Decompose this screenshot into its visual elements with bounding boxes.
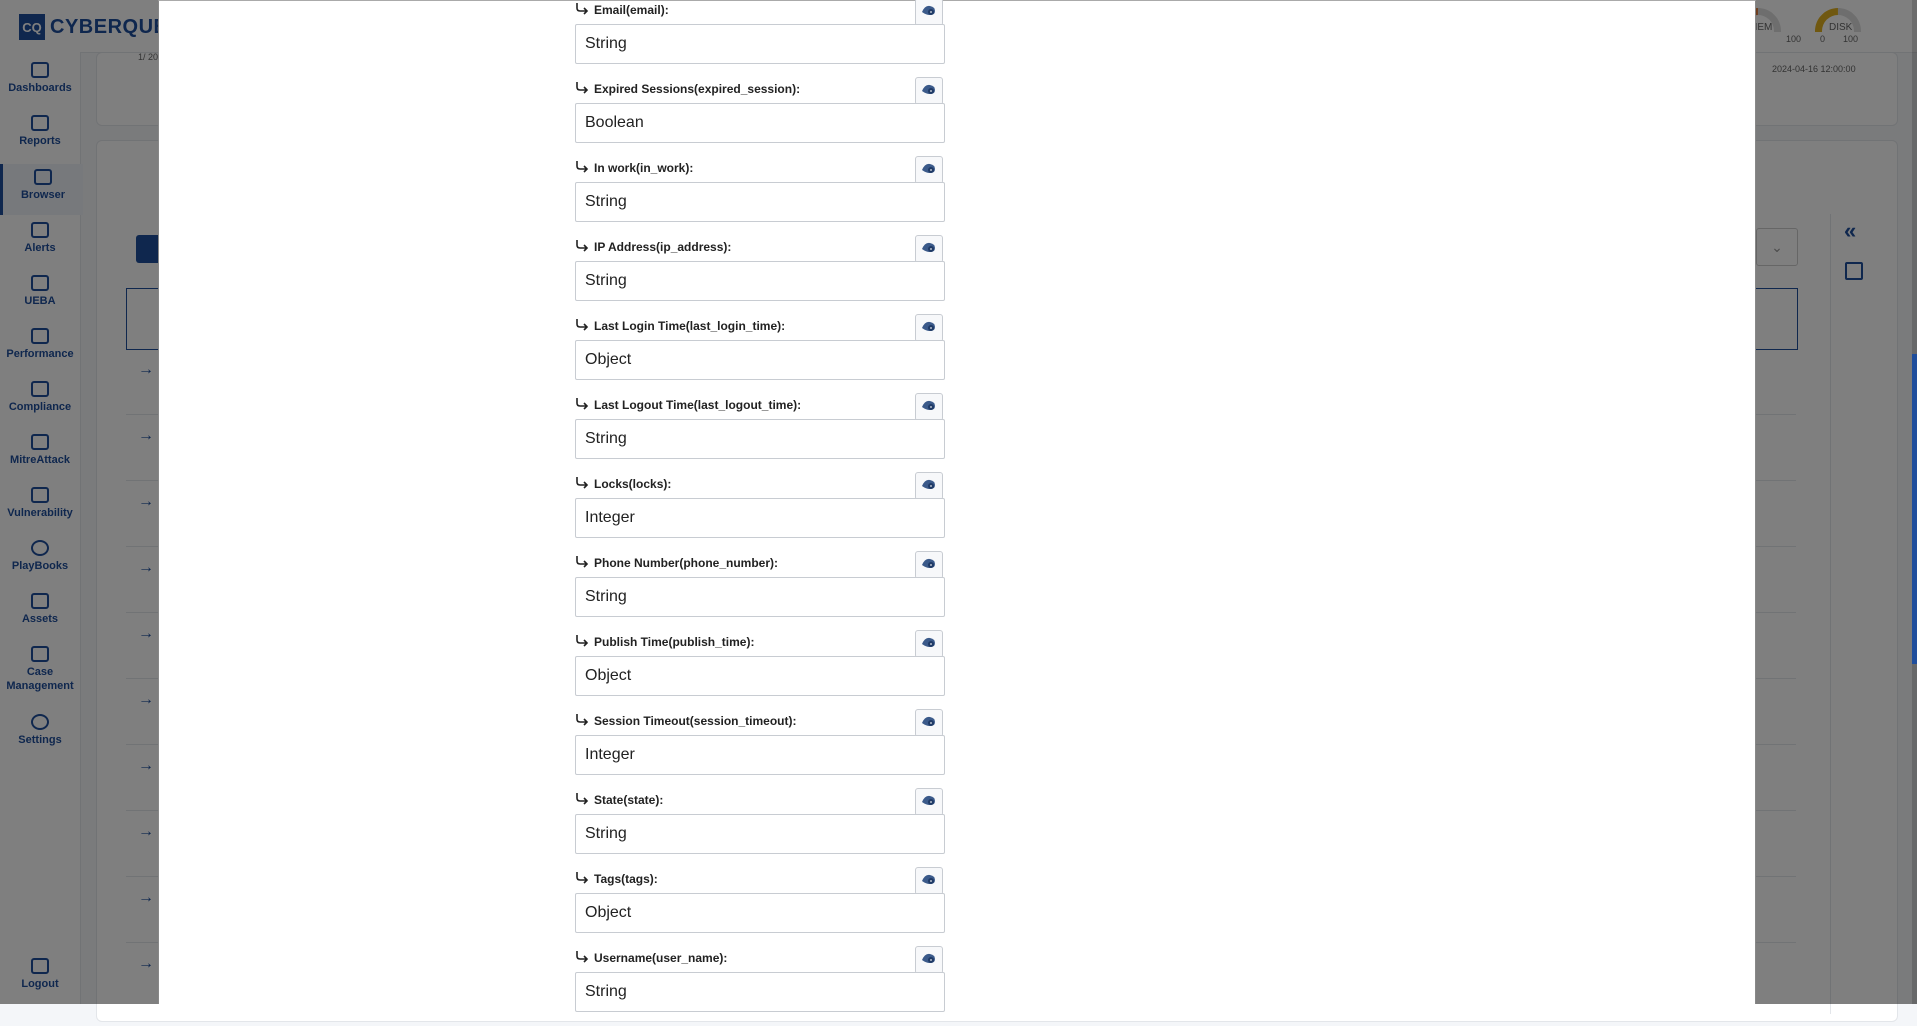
field-row: [575, 157, 945, 236]
field-label: In work(in_work):: [594, 161, 694, 175]
map-field-button[interactable]: [915, 630, 943, 658]
field-row: [575, 631, 945, 710]
field-mapping-modal: [158, 0, 1756, 1004]
field-type-input[interactable]: Object: [575, 656, 945, 696]
map-icon: [921, 3, 937, 22]
field-label: Email(email):: [594, 3, 669, 17]
field-type-input[interactable]: String: [575, 182, 945, 222]
map-icon: [921, 240, 937, 259]
link-arrow-icon: [575, 791, 589, 805]
link-arrow-icon: [575, 554, 589, 568]
map-icon: [921, 793, 937, 812]
field-type-input[interactable]: String: [575, 261, 945, 301]
field-type-input[interactable]: String: [575, 419, 945, 459]
field-row: [575, 947, 945, 1026]
field-label: Expired Sessions(expired_session):: [594, 82, 801, 96]
map-field-button[interactable]: [915, 867, 943, 895]
map-icon: [921, 398, 937, 417]
scrollbar-thumb[interactable]: [1912, 354, 1917, 664]
map-field-button[interactable]: [915, 551, 943, 579]
map-icon: [921, 82, 937, 101]
link-arrow-icon: [575, 159, 589, 173]
field-label: Tags(tags):: [594, 872, 658, 886]
map-field-button[interactable]: [915, 0, 943, 26]
field-label: Username(user_name):: [594, 951, 728, 965]
field-label: Publish Time(publish_time):: [594, 635, 755, 649]
field-row: [575, 710, 945, 789]
field-type-input[interactable]: String: [575, 24, 945, 64]
field-type-input[interactable]: Object: [575, 893, 945, 933]
map-icon: [921, 161, 937, 180]
map-field-button[interactable]: [915, 472, 943, 500]
map-field-button[interactable]: [915, 393, 943, 421]
field-row: [575, 789, 945, 868]
field-label: Session Timeout(session_timeout):: [594, 714, 797, 728]
field-row: [575, 315, 945, 394]
field-row: [575, 473, 945, 552]
link-arrow-icon: [575, 475, 589, 489]
link-arrow-icon: [575, 870, 589, 884]
field-label: Phone Number(phone_number):: [594, 556, 779, 570]
link-arrow-icon: [575, 712, 589, 726]
field-type-input[interactable]: String: [575, 972, 945, 1012]
map-icon: [921, 477, 937, 496]
link-arrow-icon: [575, 80, 589, 94]
map-icon: [921, 635, 937, 654]
field-type-input[interactable]: Integer: [575, 498, 945, 538]
field-row: [575, 0, 945, 78]
field-label: State(state):: [594, 793, 664, 807]
map-icon: [921, 714, 937, 733]
map-field-button[interactable]: [915, 946, 943, 974]
map-icon: [921, 556, 937, 575]
field-type-input[interactable]: String: [575, 577, 945, 617]
field-row: [575, 394, 945, 473]
field-row: [575, 868, 945, 947]
field-type-input[interactable]: String: [575, 814, 945, 854]
link-arrow-icon: [575, 1, 589, 15]
field-row: [575, 78, 945, 157]
field-type-input[interactable]: Boolean: [575, 103, 945, 143]
field-row: [575, 552, 945, 631]
link-arrow-icon: [575, 396, 589, 410]
map-field-button[interactable]: [915, 77, 943, 105]
field-label: Last Logout Time(last_logout_time):: [594, 398, 802, 412]
field-label: Locks(locks):: [594, 477, 672, 491]
map-field-button[interactable]: [915, 314, 943, 342]
map-field-button[interactable]: [915, 235, 943, 263]
map-icon: [921, 951, 937, 970]
link-arrow-icon: [575, 317, 589, 331]
link-arrow-icon: [575, 949, 589, 963]
map-field-button[interactable]: [915, 709, 943, 737]
map-field-button[interactable]: [915, 788, 943, 816]
map-icon: [921, 872, 937, 891]
link-arrow-icon: [575, 633, 589, 647]
link-arrow-icon: [575, 238, 589, 252]
map-icon: [921, 319, 937, 338]
field-type-input[interactable]: Integer: [575, 735, 945, 775]
field-row: [575, 236, 945, 315]
map-field-button[interactable]: [915, 156, 943, 184]
field-type-input[interactable]: Object: [575, 340, 945, 380]
field-label: Last Login Time(last_login_time):: [594, 319, 786, 333]
field-label: IP Address(ip_address):: [594, 240, 732, 254]
